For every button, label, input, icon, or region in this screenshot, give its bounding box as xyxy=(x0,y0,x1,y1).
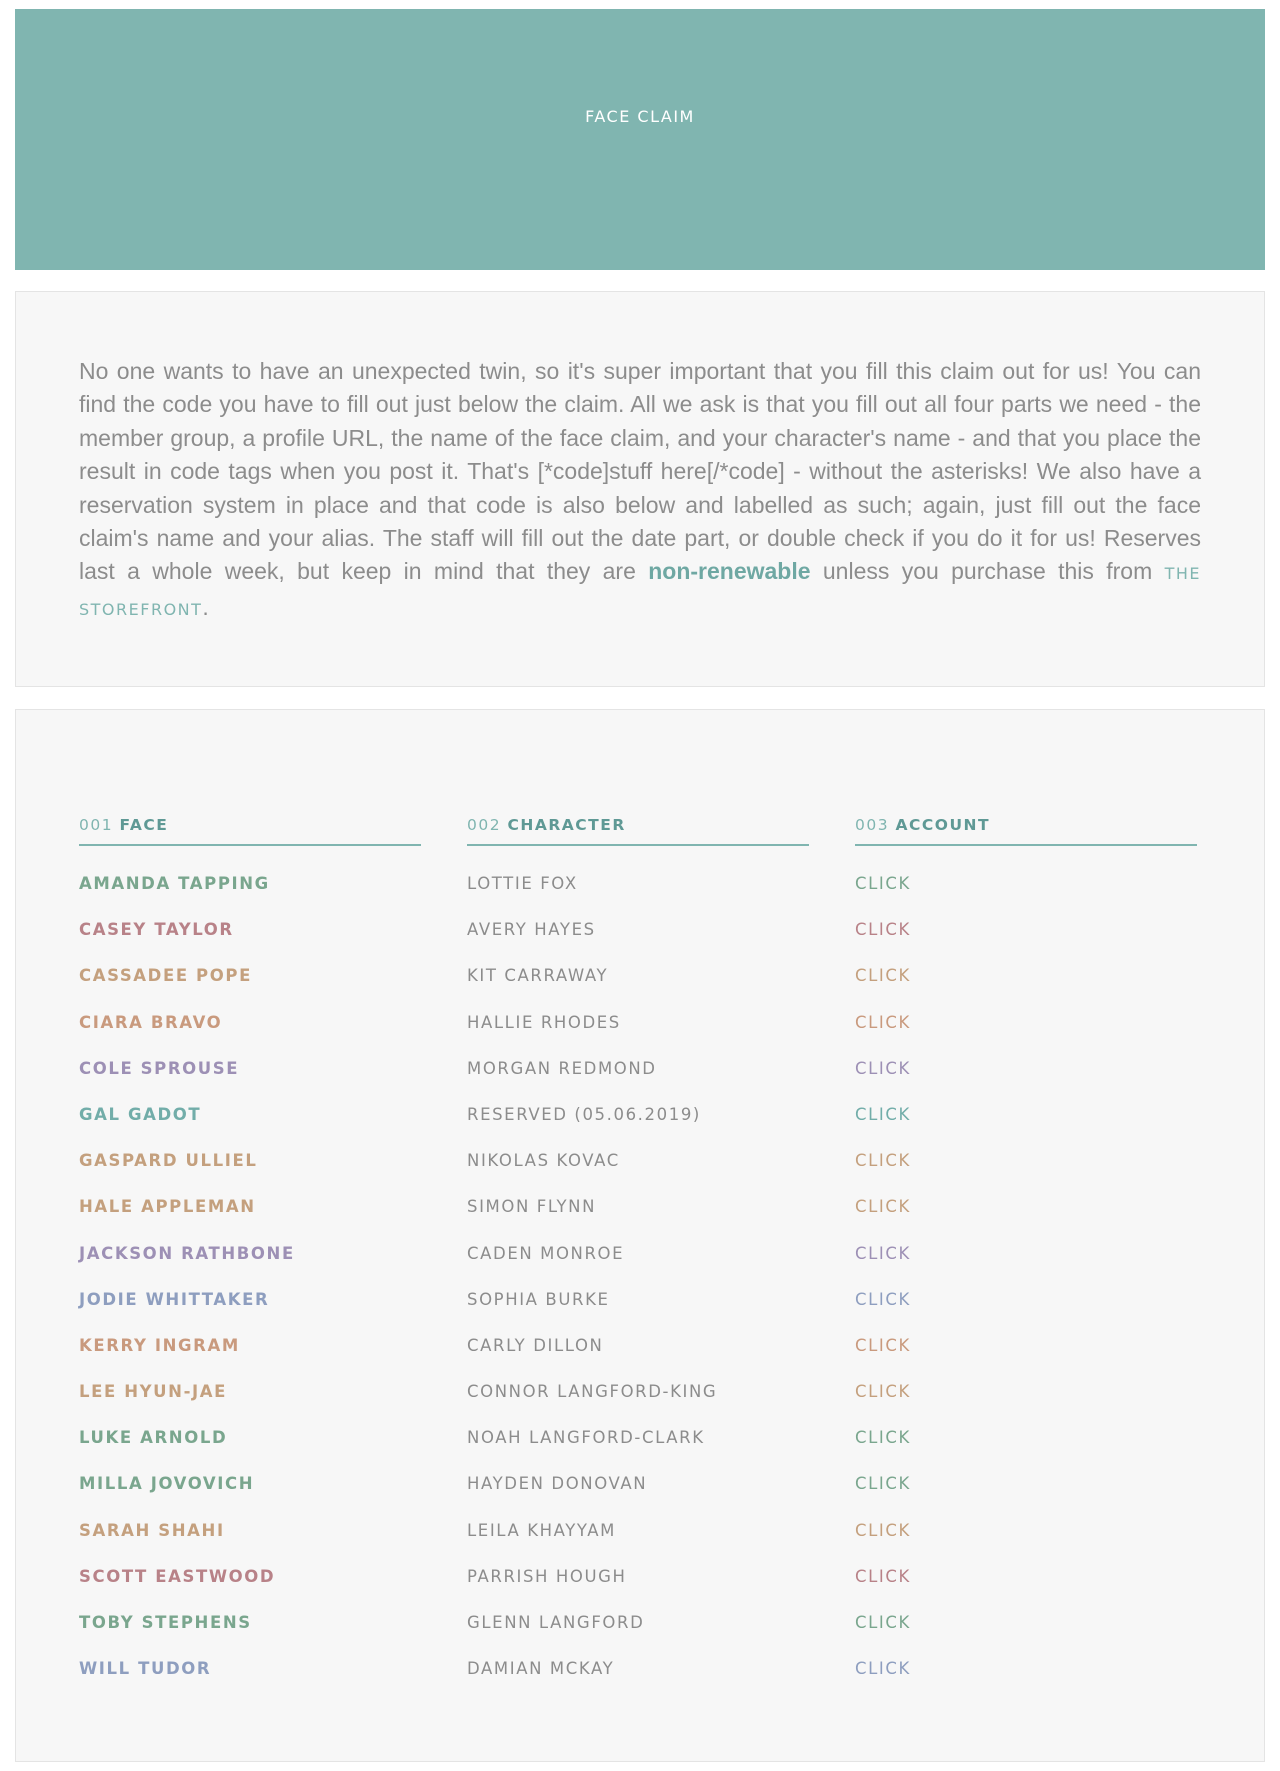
claim-row xyxy=(16,1197,1264,1243)
account-link[interactable]: CLICK xyxy=(855,966,911,986)
character-name: AVERY HAYES xyxy=(467,920,596,940)
face-name: LEE HYUN-JAE xyxy=(79,1382,227,1402)
claim-row xyxy=(16,966,1264,1012)
claim-row xyxy=(16,1659,1264,1705)
intro-text xyxy=(79,355,1201,626)
face-name: HALE APPLEMAN xyxy=(79,1197,256,1217)
claim-row xyxy=(16,874,1264,920)
face-name: SCOTT EASTWOOD xyxy=(79,1566,276,1586)
claim-row xyxy=(16,920,1264,966)
character-name: LEILA KHAYYAM xyxy=(467,1520,617,1540)
account-link[interactable]: CLICK xyxy=(855,1104,911,1124)
face-name: WILL TUDOR xyxy=(79,1659,212,1679)
column-header-face xyxy=(79,816,421,846)
claim-row xyxy=(16,1521,1264,1567)
column-label: FACE xyxy=(119,816,169,834)
face-name: AMANDA TAPPING xyxy=(79,874,270,893)
page-title: FACE CLAIM xyxy=(585,107,695,126)
claim-row xyxy=(16,1428,1264,1474)
character-name: NIKOLAS KOVAC xyxy=(467,1151,620,1171)
character-name: PARRISH HOUGH xyxy=(467,1566,627,1586)
non-renewable-emphasis: non-renewable xyxy=(648,558,811,585)
account-link[interactable]: CLICK xyxy=(855,1428,911,1448)
claims-panel xyxy=(15,709,1265,1762)
character-name: KIT CARRAWAY xyxy=(467,966,609,986)
character-name: RESERVED (05.06.2019) xyxy=(467,1104,701,1124)
account-link[interactable]: CLICK xyxy=(855,1659,911,1679)
account-link[interactable]: CLICK xyxy=(855,1243,911,1263)
header-banner xyxy=(15,9,1265,270)
column-label: CHARACTER xyxy=(507,816,626,834)
account-link[interactable]: CLICK xyxy=(855,1012,911,1032)
account-link[interactable]: CLICK xyxy=(855,1151,911,1171)
account-link[interactable]: CLICK xyxy=(855,1566,911,1586)
intro-text-end: . xyxy=(202,593,209,620)
face-name: SARAH SHAHI xyxy=(79,1520,225,1540)
account-link[interactable]: CLICK xyxy=(855,1289,911,1309)
account-link[interactable]: CLICK xyxy=(855,874,911,893)
column-number: 001 xyxy=(79,816,114,834)
character-name: NOAH LANGFORD-CLARK xyxy=(467,1428,705,1448)
character-name: HAYDEN DONOVAN xyxy=(467,1474,648,1494)
column-number: 002 xyxy=(467,816,502,834)
character-name: SOPHIA BURKE xyxy=(467,1289,610,1309)
claim-row xyxy=(16,1244,1264,1290)
account-link[interactable]: CLICK xyxy=(855,1335,911,1355)
claim-row xyxy=(16,1474,1264,1520)
face-name: JODIE WHITTAKER xyxy=(79,1289,270,1309)
account-link[interactable]: CLICK xyxy=(855,1197,911,1217)
claim-row xyxy=(16,1382,1264,1428)
intro-text-body: No one wants to have an unexpected twin, so it's super important that you fill this claim out for us! You can find the code you have to fill out just below the claim. All we ask is that you fill out all four parts we need - the member group, a profile URL, the name of the face claim, and your character's name - and that you place the result in code tags when you post it. That's [*code]stuff here[/*code] - without the asterisks! We also have a reservation system in place and that code is also below and labelled as such; again, just fill out the face claim's name and your alias. The staff will fill out the date part, or double check if you do it for us! Reserves last a whole week, but keep in mind that they are xyxy=(79,358,1201,585)
face-name: CIARA BRAVO xyxy=(79,1012,223,1032)
face-name: JACKSON RATHBONE xyxy=(79,1243,295,1263)
face-name: GASPARD ULLIEL xyxy=(79,1151,258,1171)
face-name: MILLA JOVOVICH xyxy=(79,1474,255,1494)
column-header-account xyxy=(855,816,1197,846)
character-name: GLENN LANGFORD xyxy=(467,1613,645,1632)
account-link[interactable]: CLICK xyxy=(855,1474,911,1494)
claim-row xyxy=(16,1290,1264,1336)
character-name: CONNOR LANGFORD-KING xyxy=(467,1382,718,1402)
face-name: CASSADEE POPE xyxy=(79,966,252,986)
character-name: CARLY DILLON xyxy=(467,1335,604,1355)
claim-row xyxy=(16,1613,1264,1659)
character-name: HALLIE RHODES xyxy=(467,1012,621,1032)
column-number: 003 xyxy=(855,816,890,834)
character-name: SIMON FLYNN xyxy=(467,1197,597,1217)
claims-list xyxy=(16,874,1264,1705)
character-name: DAMIAN MCKAY xyxy=(467,1659,615,1679)
storefront-link[interactable]: THE STOREFRONT xyxy=(79,564,1201,619)
face-name: CASEY TAYLOR xyxy=(79,920,234,940)
character-name: CADEN MONROE xyxy=(467,1243,625,1263)
account-link[interactable]: CLICK xyxy=(855,1520,911,1540)
claim-row xyxy=(16,1336,1264,1382)
column-label: ACCOUNT xyxy=(895,816,991,834)
face-name: LUKE ARNOLD xyxy=(79,1428,228,1448)
account-link[interactable]: CLICK xyxy=(855,1058,911,1078)
claim-row xyxy=(16,1059,1264,1105)
intro-text-middle: unless you purchase this from xyxy=(810,558,1165,585)
account-link[interactable]: CLICK xyxy=(855,920,911,940)
character-name: LOTTIE FOX xyxy=(467,874,578,893)
face-name: KERRY INGRAM xyxy=(79,1335,240,1355)
claim-row xyxy=(16,1105,1264,1151)
column-header-character xyxy=(467,816,809,846)
claim-row xyxy=(16,1567,1264,1613)
intro-panel xyxy=(15,291,1265,687)
account-link[interactable]: CLICK xyxy=(855,1613,911,1632)
face-name: GAL GADOT xyxy=(79,1104,202,1124)
character-name: MORGAN REDMOND xyxy=(467,1058,657,1078)
account-link[interactable]: CLICK xyxy=(855,1382,911,1402)
face-name: COLE SPROUSE xyxy=(79,1058,240,1078)
face-name: TOBY STEPHENS xyxy=(79,1613,252,1632)
claim-row xyxy=(16,1013,1264,1059)
claim-row xyxy=(16,1151,1264,1197)
